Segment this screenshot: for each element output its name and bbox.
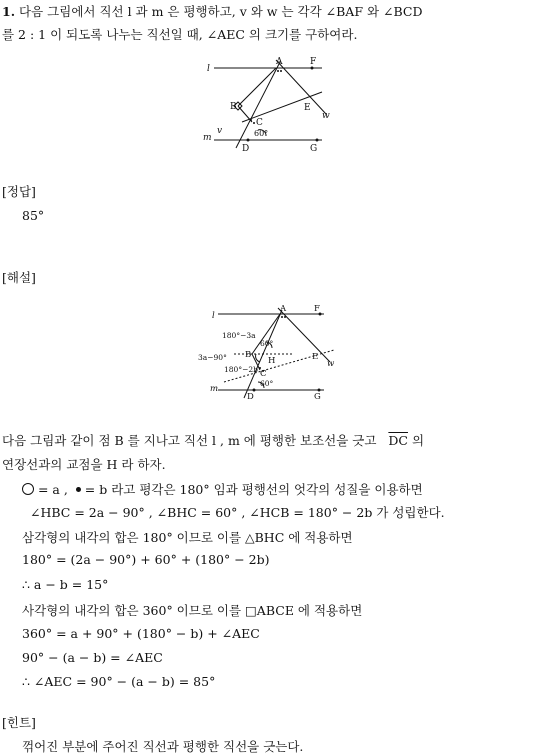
problem-text-1: 다음 그림에서 직선 l 과 m 은 평행하고, v 와 w 는 각각 ∠BAF 와 ∠BCD bbox=[19, 4, 423, 19]
fig1-label-A: A bbox=[276, 57, 283, 67]
fig2-label-m: m bbox=[210, 384, 219, 394]
hint-text: 꺾어진 부분에 주어진 직선과 평행한 직선을 긋는다. bbox=[22, 739, 304, 754]
circle-symbol-icon bbox=[22, 483, 34, 495]
fig1-label-F: F bbox=[310, 57, 317, 67]
fig2-angle-5: 60° bbox=[260, 379, 274, 388]
solution-line-7: ∴ a − b = 15° bbox=[22, 577, 109, 592]
fig1-label-C: C bbox=[256, 118, 263, 128]
solution-line-2: 연장선과의 교점을 H 라 하자. bbox=[2, 457, 166, 472]
fig1-label-v: v bbox=[217, 126, 223, 136]
fig2-label-w: w bbox=[327, 359, 335, 369]
fig1-label-l: l bbox=[207, 64, 210, 74]
figure-2 bbox=[194, 302, 344, 402]
solution-line-8: 사각형의 내각의 합은 360° 이므로 이를 □ABCE 에 적용하면 bbox=[22, 603, 363, 618]
fig2-label-C: C bbox=[260, 369, 267, 379]
fig2-label-H: H bbox=[268, 356, 276, 366]
fig1-label-m: m bbox=[203, 133, 212, 143]
fig1-label-B: B bbox=[230, 102, 237, 112]
fig2-label-A: A bbox=[280, 304, 287, 314]
answer-header: [정답] bbox=[2, 184, 36, 199]
solution-line-6: 180° = (2a − 90°) + 60° + (180° − 2b) bbox=[22, 552, 270, 567]
figure-1 bbox=[200, 52, 340, 157]
fig1-angle: 60° bbox=[254, 129, 269, 138]
solution-text-1: 다음 그림과 같이 점 B 를 지나고 직선 l , m 에 평행한 보조선을 긋고 bbox=[2, 433, 377, 448]
fig2-label-G: G bbox=[314, 392, 321, 402]
fig2-label-F: F bbox=[314, 304, 320, 314]
answer-value: 85° bbox=[22, 208, 45, 223]
fig2-angle-2: 60° bbox=[260, 339, 274, 348]
fig1-label-D: D bbox=[242, 144, 250, 154]
problem-number: 1. bbox=[2, 4, 16, 19]
solution-line-11: ∴ ∠AEC = 90° − (a − b) = 85° bbox=[22, 674, 216, 689]
problem-line-1 bbox=[2, 2, 423, 20]
fig2-angle-4: 180°−2b bbox=[224, 365, 258, 374]
hint-header: [힌트] bbox=[2, 715, 36, 730]
fig1-label-G: G bbox=[310, 144, 318, 154]
fig2-label-D: D bbox=[247, 392, 254, 402]
fig2-label-B: B bbox=[245, 350, 252, 360]
solution-line-4: ∠HBC = 2a − 90° , ∠BHC = 60° , ∠HCB = 180° − 2b 가 성립한다. bbox=[30, 505, 445, 520]
fig2-label-l: l bbox=[212, 311, 215, 321]
fig1-label-E: E bbox=[304, 103, 311, 113]
solution-line-9: 360° = a + 90° + (180° − b) + ∠AEC bbox=[22, 626, 260, 641]
solution-text-4: = b 라고 평각은 180° 임과 평행선의 엇각의 성질을 이용하면 bbox=[84, 482, 423, 497]
fig2-angle-3: 3a−90° bbox=[198, 353, 227, 362]
problem-line-2: 를 2 : 1 이 되도록 나누는 직선일 때, ∠AEC 의 크기를 구하여라. bbox=[2, 27, 358, 42]
solution-line-3 bbox=[22, 480, 423, 498]
solution-line-1 bbox=[2, 431, 424, 449]
segment-dc: $\overline{DC}$ bbox=[388, 433, 408, 448]
solution-text-3: = a , bbox=[37, 482, 68, 497]
fig2-angle-1: 180°−3a bbox=[222, 331, 256, 340]
solution-header: [해설] bbox=[2, 270, 36, 285]
fig2-label-E: E bbox=[312, 352, 319, 362]
solution-line-10: 90° − (a − b) = ∠AEC bbox=[22, 650, 163, 665]
solution-line-5: 삼각형의 내각의 합은 180° 이므로 이를 △BHC 에 적용하면 bbox=[22, 530, 353, 545]
fig1-label-w: w bbox=[322, 111, 330, 121]
dot-symbol-icon bbox=[76, 487, 81, 492]
solution-dc-suffix: 의 bbox=[411, 433, 425, 448]
